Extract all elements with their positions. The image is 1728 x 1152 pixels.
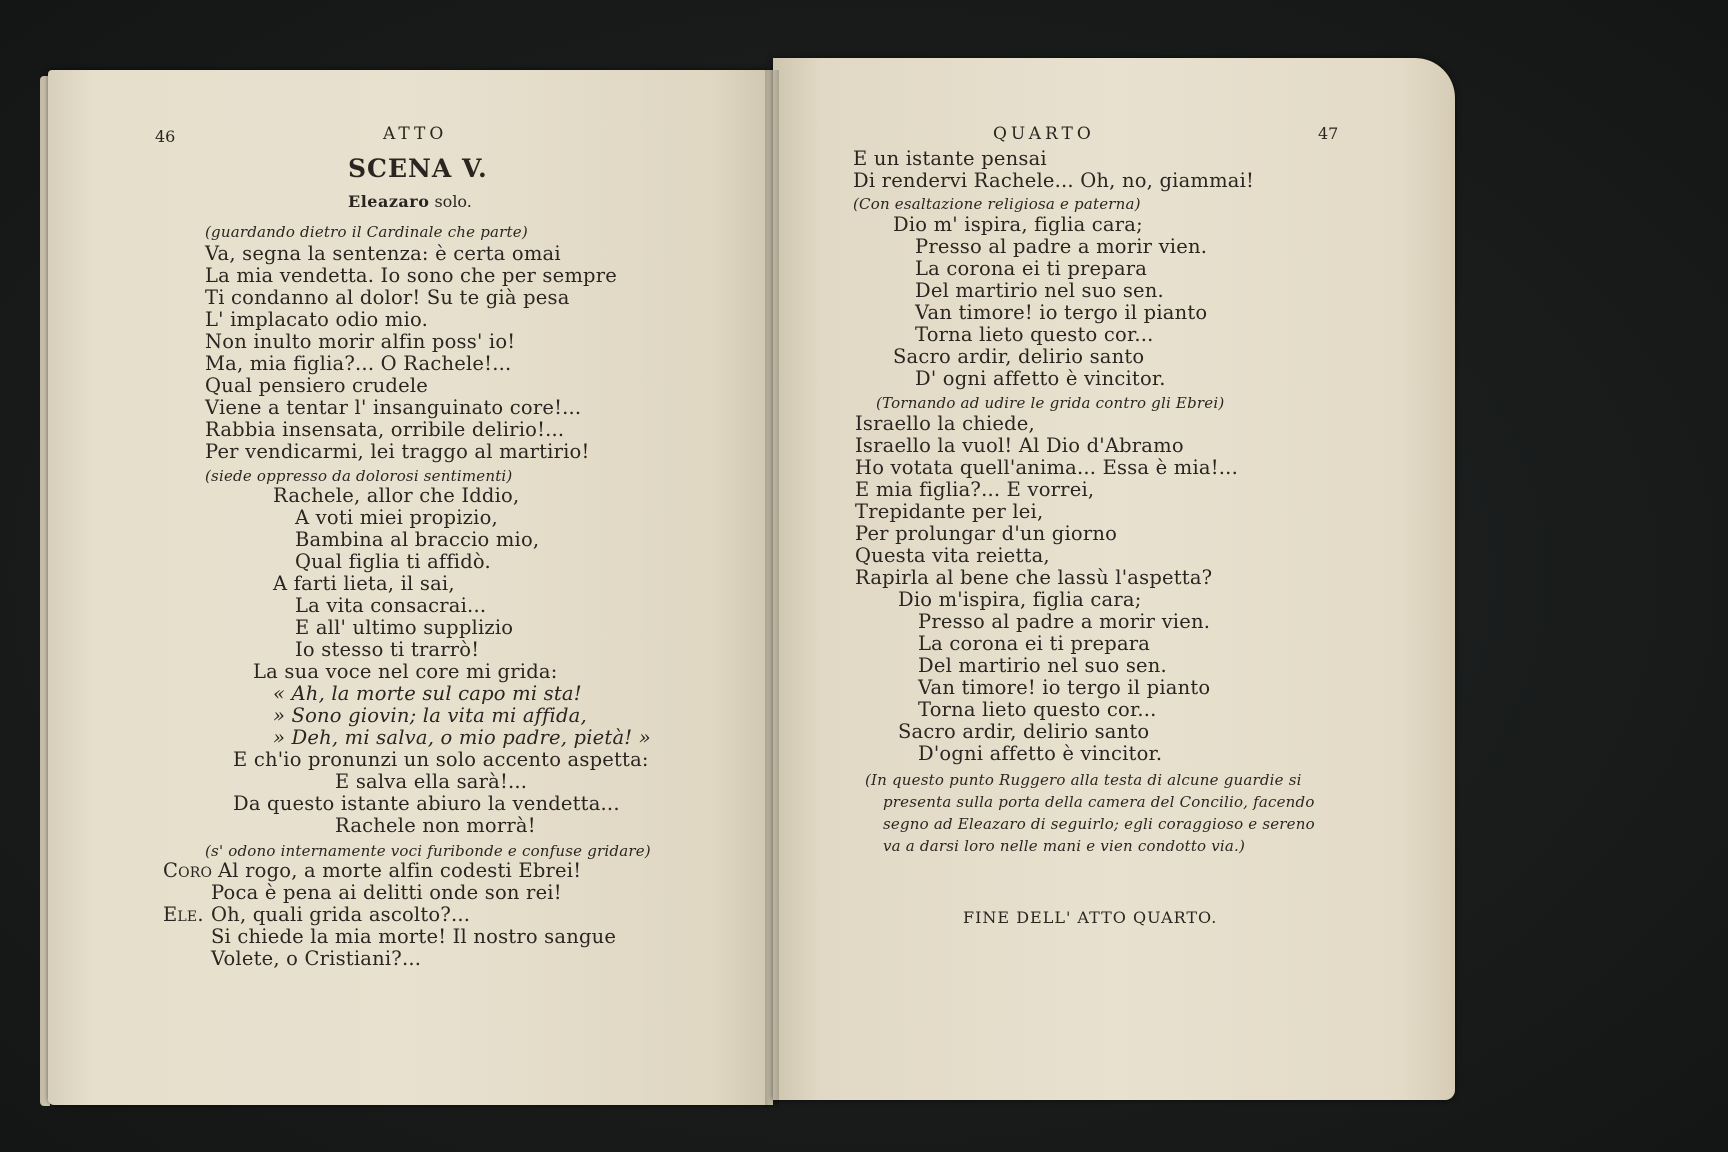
left-page (48, 70, 773, 1105)
aria-line: Io stesso ti trarrò! (295, 638, 480, 661)
aria-line: E all' ultimo supplizio (295, 616, 514, 639)
verse-line: Ma, mia figlia?... O Rachele!... (205, 352, 512, 375)
stage-direction: (In questo punto Ruggero alla testa di alcune guardie si (865, 771, 1302, 789)
stage-direction: (Con esaltazione religiosa e paterna) (853, 195, 1141, 213)
aria-line: E salva ella sarà!... (335, 770, 528, 793)
act-end-heading: FINE DELL' ATTO QUARTO. (963, 908, 1218, 927)
aria-line: A voti miei propizio, (295, 506, 498, 529)
verse-line: Al rogo, a morte alfin codesti Ebrei! (218, 859, 582, 882)
aria-line: A farti lieta, il sai, (273, 572, 455, 595)
character-heading (348, 192, 472, 211)
cabaletta-line: Del martirio nel suo sen. (918, 654, 1167, 677)
verse-line: Viene a tentar l' insanguinato core!... (205, 396, 582, 419)
verse-line: Oh, quali grida ascolto?... (211, 903, 471, 926)
verse-line: Ti condanno al dolor! Su te già pesa (205, 286, 570, 309)
verse-line: Rabbia insensata, orribile delirio!... (205, 418, 565, 441)
verse-line: Israello la chiede, (855, 412, 1035, 435)
verse-line: E mia figlia?... E vorrei, (855, 478, 1095, 501)
verse-line: Ho votata quell'anima... Essa è mia!... (855, 456, 1238, 479)
stage-direction: presenta sulla porta della camera del Concilio, facendo (883, 793, 1315, 811)
cabaletta-line: D'ogni affetto è vincitor. (918, 742, 1163, 765)
open-book (40, 70, 1420, 1120)
aria-line: Rachele non morrà! (335, 814, 536, 837)
cabaletta-line: Presso al padre a morir vien. (918, 610, 1211, 633)
verse-line: Questa vita reietta, (855, 544, 1050, 567)
aria-line-quoted: » Deh, mi salva, o mio padre, pietà! » (273, 726, 651, 749)
scene-title: SCENA V. (348, 154, 488, 183)
aria-line: Rachele, allor che Iddio, (273, 484, 520, 507)
verse-line: Per prolungar d'un giorno (855, 522, 1118, 545)
cabaletta-line: Del martirio nel suo sen. (915, 279, 1164, 302)
cabaletta-line: Van timore! io tergo il pianto (918, 676, 1211, 699)
character-note: solo. (434, 192, 472, 211)
stage-direction: (guardando dietro il Cardinale che parte) (205, 223, 528, 241)
stage-direction: va a darsi loro nelle mani e vien condotto via.) (883, 837, 1246, 855)
aria-line: Bambina al braccio mio, (295, 528, 540, 551)
stage-direction: (siede oppresso da dolorosi sentimenti) (205, 467, 513, 485)
cabaletta-line: La corona ei ti prepara (918, 632, 1151, 655)
aria-line-quoted: « Ah, la morte sul capo mi sta! (273, 682, 582, 705)
cabaletta-line: Dio m' ispira, figlia cara; (893, 213, 1143, 236)
verse-line: Trepidante per lei, (855, 500, 1044, 523)
verse-line: Si chiede la mia morte! Il nostro sangue (211, 925, 617, 948)
verse-line: Va, segna la sentenza: è certa omai (205, 242, 561, 265)
right-page (773, 58, 1455, 1100)
cabaletta-line: Dio m'ispira, figlia cara; (898, 588, 1142, 611)
verse-line: Qual pensiero crudele (205, 374, 429, 397)
verse-line: Non inulto morir alfin poss' io! (205, 330, 516, 353)
stage-direction: (s' odono internamente voci furibonde e confuse gridare) (205, 842, 651, 860)
verse-line: E un istante pensai (853, 147, 1047, 170)
cabaletta-line: Sacro ardir, delirio santo (898, 720, 1150, 743)
aria-line: Qual figlia ti affidò. (295, 550, 491, 573)
cabaletta-line: Sacro ardir, delirio santo (893, 345, 1145, 368)
verse-line: Poca è pena ai delitti onde son rei! (211, 881, 562, 904)
cabaletta-line: Torna lieto questo cor... (915, 323, 1154, 346)
aria-line: E ch'io pronunzi un solo accento aspetta: (233, 748, 649, 771)
cabaletta-line: D' ogni affetto è vincitor. (915, 367, 1166, 390)
aria-line-quoted: » Sono giovin; la vita mi affida, (273, 704, 587, 727)
verse-line: Di rendervi Rachele... Oh, no, giammai! (853, 169, 1255, 192)
aria-line: La sua voce nel core mi grida: (253, 660, 558, 683)
page-number: 47 (1318, 124, 1339, 143)
verse-line: L' implacato odio mio. (205, 308, 429, 331)
aria-line: La vita consacrai... (295, 594, 487, 617)
verse-line: Rapirla al bene che lassù l'aspetta? (855, 566, 1213, 589)
verse-line: La mia vendetta. Io sono che per sempre (205, 264, 617, 287)
verse-line: Per vendicarmi, lei traggo al martirio! (205, 440, 590, 463)
cabaletta-line: Torna lieto questo cor... (918, 698, 1157, 721)
verse-line: Volete, o Cristiani?... (211, 947, 422, 970)
cabaletta-line: Van timore! io tergo il pianto (915, 301, 1208, 324)
character-name: Eleazaro (348, 192, 430, 211)
speaker-label: Coro (163, 859, 213, 882)
speaker-label: Ele. (163, 903, 204, 926)
stage-direction: segno ad Eleazaro di seguirlo; egli coraggioso e sereno (883, 815, 1315, 833)
running-head: QUARTO (993, 124, 1095, 144)
stage-direction: (Tornando ad udire le grida contro gli Ebrei) (876, 394, 1225, 412)
verse-line: Israello la vuol! Al Dio d'Abramo (855, 434, 1184, 457)
aria-line: Da questo istante abiuro la vendetta... (233, 792, 620, 815)
book-spine (765, 70, 779, 1105)
cabaletta-line: La corona ei ti prepara (915, 257, 1148, 280)
running-head: ATTO (383, 124, 448, 144)
cabaletta-line: Presso al padre a morir vien. (915, 235, 1208, 258)
page-number: 46 (155, 127, 176, 146)
